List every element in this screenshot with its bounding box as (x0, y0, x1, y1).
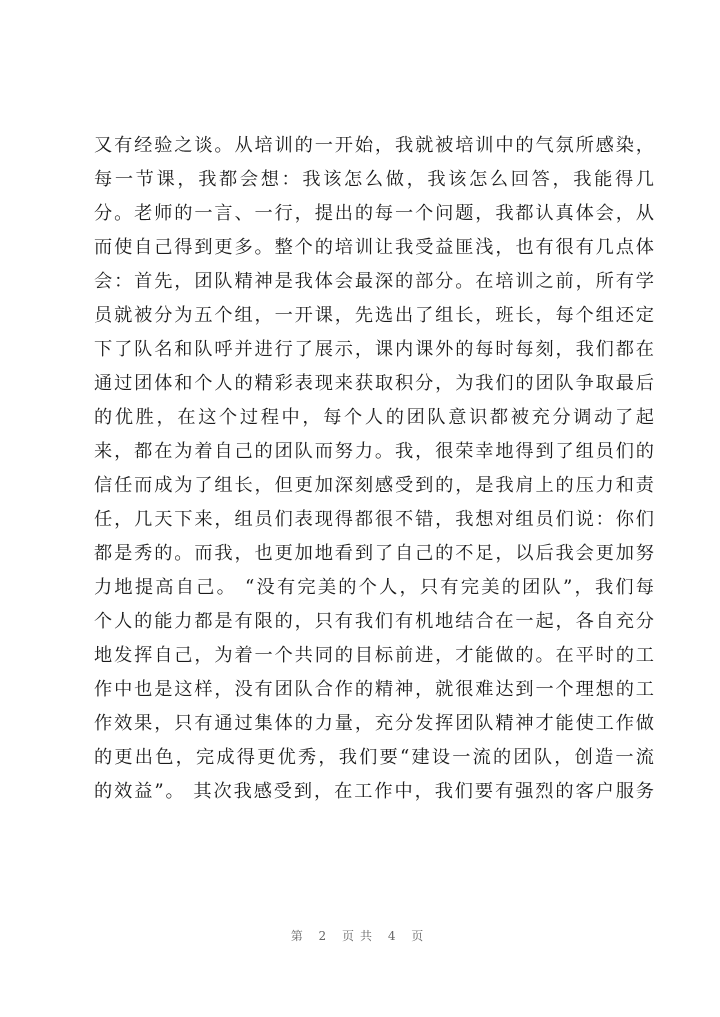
text-line: 会：首先，团队精神是我体会最深的部分。在培训之前，所有学 (94, 271, 654, 292)
text-line: 每一节课，我都会想：我该怎么做，我该怎么回答，我能得几 (94, 169, 654, 190)
text-line: 都是秀的。而我，也更加地看到了自己的不足，以后我会更加努 (94, 543, 654, 564)
text-line: 又有经验之谈。从培训的一开始，我就被培训中的气氛所感染， (94, 135, 654, 156)
text-line: 信任而成为了组长，但更加深刻感受到的，是我肩上的压力和责 (94, 475, 654, 496)
page-footer (0, 927, 720, 944)
text-line: 作效果，只有通过集体的力量，充分发挥团队精神才能使工作做 (94, 713, 654, 734)
text-line: 个人的能力都是有限的，只有我们有机地结合在一起，各自充分 (94, 611, 654, 632)
text-line: 力地提高自己。 “没有完美的个人，只有完美的团队”，我们每 (94, 577, 654, 598)
text-line: 的效益”。 其次我感受到，在工作中，我们要有强烈的客户服务 (94, 781, 654, 802)
page-number-label: 第 2 页共 4 页 (290, 929, 430, 943)
text-line: 员就被分为五个组，一开课，先选出了组长，班长，每个组还定 (94, 305, 654, 326)
text-line: 下了队名和队呼并进行了展示，课内课外的每时每刻，我们都在 (94, 339, 654, 360)
text-line: 任，几天下来，组员们表现得都很不错，我想对组员们说：你们 (94, 509, 654, 530)
text-line: 分。老师的一言、一行，提出的每一个问题，我都认真体会，从 (94, 203, 654, 224)
text-line: 地发挥自己，为着一个共同的目标前进，才能做的。在平时的工 (94, 645, 654, 666)
text-line: 的更出色，完成得更优秀，我们要“建设一流的团队，创造一流 (94, 747, 654, 768)
body-text (94, 129, 654, 809)
text-line: 通过团体和个人的精彩表现来获取积分，为我们的团队争取最后 (94, 373, 654, 394)
text-line: 的优胜，在这个过程中，每个人的团队意识都被充分调动了起 (94, 407, 654, 428)
text-line: 而使自己得到更多。整个的培训让我受益匪浅，也有很有几点体 (94, 237, 654, 258)
text-line: 来，都在为着自己的团队而努力。我，很荣幸地得到了组员们的 (94, 441, 654, 462)
text-line: 作中也是这样，没有团队合作的精神，就很难达到一个理想的工 (94, 679, 654, 700)
